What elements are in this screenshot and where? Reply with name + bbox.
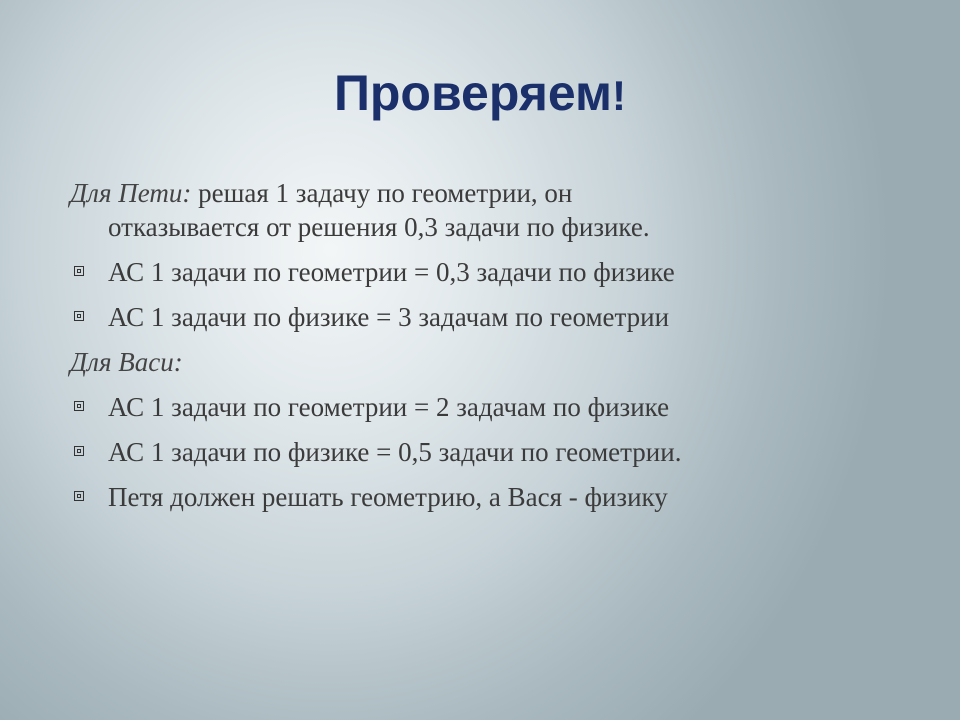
vasya-label: Для Васи: (70, 347, 183, 377)
bullet-text: Петя должен решать геометрию, а Вася - физику (108, 482, 668, 512)
bullet-text: АС 1 задачи по геометрии = 0,3 задачи по физике (108, 257, 675, 287)
petya-intro (70, 176, 930, 244)
slide-title (0, 58, 960, 131)
petya-intro-text-1: решая 1 задачу по геометрии, он (198, 178, 573, 208)
bullet-text: АС 1 задачи по физике = 3 задачам по геометрии (108, 302, 670, 332)
petya-intro-text-2: отказывается от решения 0,3 задачи по физике. (108, 212, 650, 242)
square-bullet-icon (74, 401, 84, 411)
list-item (70, 255, 930, 289)
square-bullet-icon (74, 311, 84, 321)
petya-label: Для Пети: (70, 178, 192, 208)
list-item (70, 480, 930, 514)
list-item (70, 300, 930, 334)
title-exclamation: ! (612, 72, 627, 119)
list-item (70, 390, 930, 424)
bullet-text: АС 1 задачи по геометрии = 2 задачам по физике (108, 392, 670, 422)
square-bullet-icon (74, 446, 84, 456)
bullet-text: АС 1 задачи по физике = 0,5 задачи по геометрии. (108, 437, 682, 467)
square-bullet-icon (74, 266, 84, 276)
list-item (70, 435, 930, 469)
title-text: Проверяем (333, 65, 613, 121)
slide-body (70, 176, 930, 525)
square-bullet-icon (74, 491, 84, 501)
